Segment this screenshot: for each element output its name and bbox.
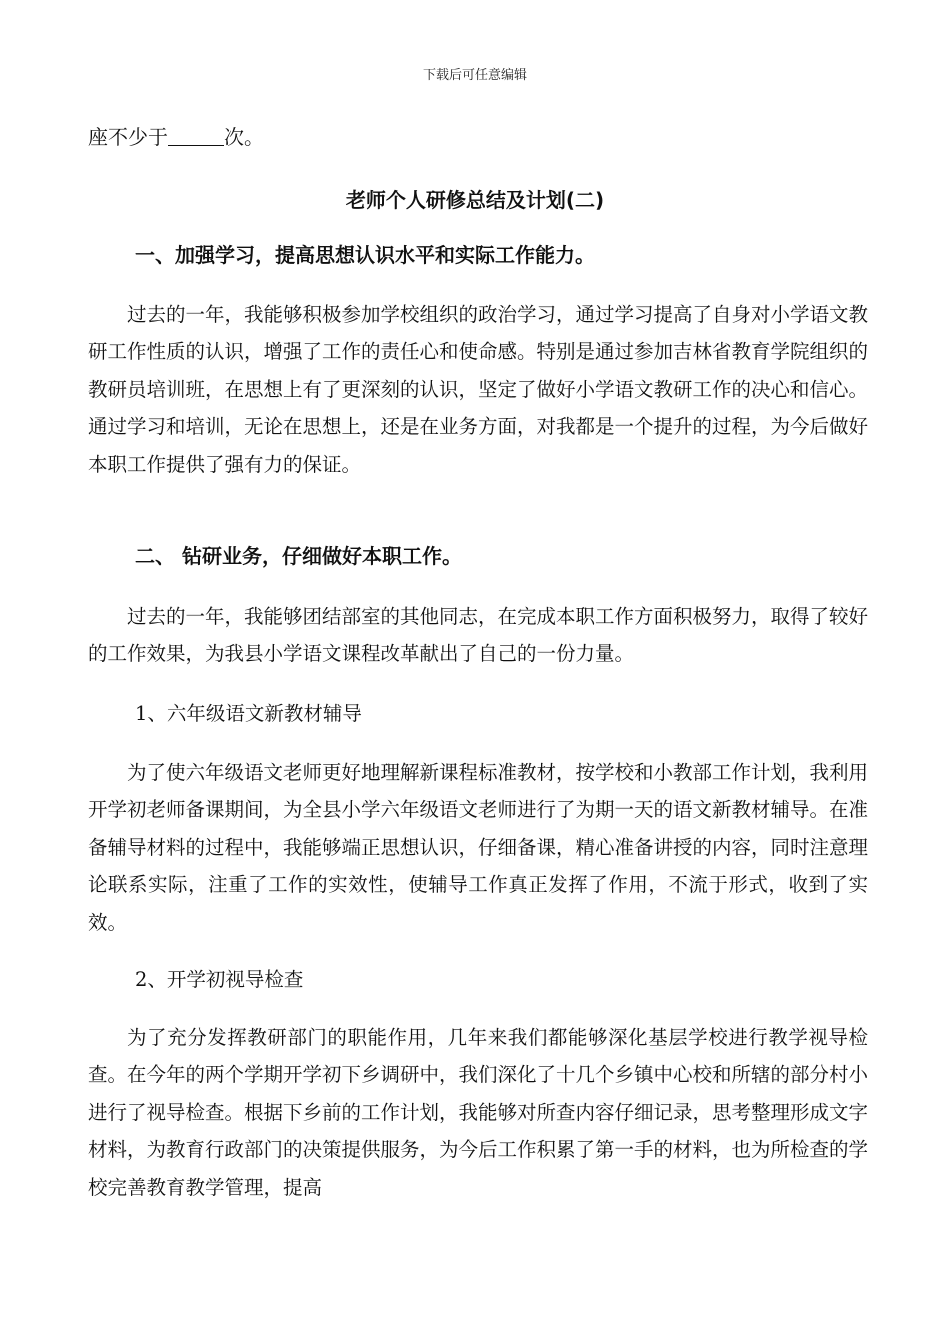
document-title: 老师个人研修总结及计划(二) [345,188,605,212]
intro-line [88,124,264,150]
item1-title: 1、六年级语文新教材辅导 [135,702,362,725]
section2-paragraph: 过去的一年，我能够团结部室的其他同志，在完成本职工作方面积极努力，取得了较好的工作效果，为我县小学语文课程改革献出了自己的一份力量。 [88,605,869,666]
section2-heading: 二、 钻研业务，仔细做好本职工作。 [135,544,462,568]
item1-paragraph: 为了使六年级语文老师更好地理解新课程标准教材，按学校和小教部工作计划，我利用开学初老师备课期间，为全县小学六年级语文老师进行了为期一天的语文新教材辅导。在准备辅导材料的过程中，我能够端正思想认识，仔细备课，精心准备讲授的内容，同时注意理论联系实际，注重了工作的实效性，使辅导工作真正发挥了作用，不流于形式，收到了实效。 [88,761,869,934]
intro-text-before: 座不少于 [88,125,168,149]
fill-in-blank [168,125,224,146]
item2-paragraph: 为了充分发挥教研部门的职能作用，几年来我们都能够深化基层学校进行教学视导检查。在今年的两个学期开学初下乡调研中，我们深化了十几个乡镇中心校和所辖的部分村小进行了视导检查。根据下乡前的工作计划，我能够对所查内容仔细记录，思考整理形成文字材料，为教育行政部门的决策提供服务，为今后工作积累了第一手的材料，也为所检查的学校完善教育教学管理，提高 [88,1026,869,1199]
section1-heading: 一、加强学习，提高思想认识水平和实际工作能力。 [135,243,595,267]
section1-paragraph: 过去的一年，我能够积极参加学校组织的政治学习，通过学习提高了自身对小学语文教研工作性质的认识，增强了工作的责任心和使命感。特别是通过参加吉林省教育学院组织的教研员培训班，在思想上有了更深刻的认识，坚定了做好小学语文教研工作的决心和信心。通过学习和培训，无论在思想上，还是在业务方面，对我都是一个提升的过程，为今后做好本职工作提供了强有力的保证。 [88,303,869,476]
intro-text-after: 次。 [224,125,264,149]
page-header: 下载后可任意编辑 [422,68,527,83]
item2-title: 2、开学初视导检查 [135,968,304,991]
